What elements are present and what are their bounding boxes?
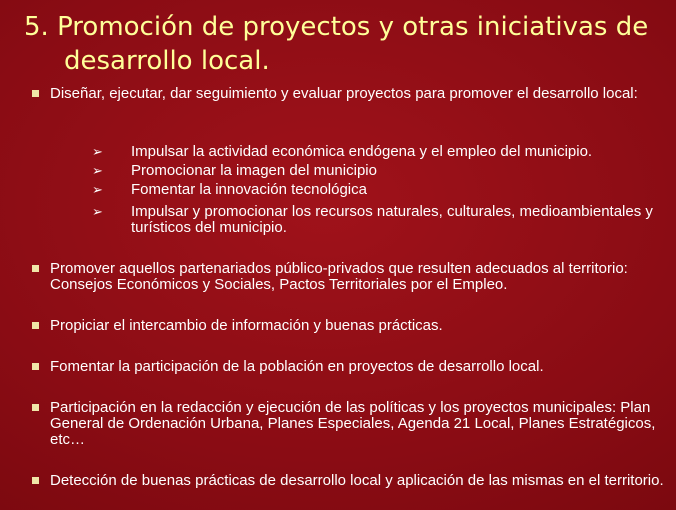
- sub-item-text: Promocionar la imagen del municipio: [131, 162, 377, 179]
- bullet-item: [34, 261, 666, 293]
- bullet-text: Fomentar la participación de la población en proyectos de desarrollo local.: [50, 358, 544, 375]
- square-bullet-icon: [32, 363, 39, 370]
- square-bullet-icon: [32, 90, 39, 97]
- sub-item-text: Fomentar la innovación tecnológica: [131, 181, 367, 198]
- square-bullet-icon: [32, 322, 39, 329]
- square-bullet-icon: [32, 404, 39, 411]
- slide-title-line-1: 5. Promoción de proyectos y otras iniciativas de: [24, 12, 649, 42]
- sub-item: [92, 182, 662, 198]
- arrowhead-bullet-icon: ➢: [92, 163, 103, 178]
- bullet-item: [34, 400, 666, 448]
- slide-title-line-2: desarrollo local.: [64, 46, 270, 76]
- bullet-item: [34, 473, 666, 489]
- arrowhead-bullet-icon: ➢: [92, 204, 103, 219]
- sub-item-text: Impulsar y promocionar los recursos naturales, culturales, medioambientales y turísticos del municipio.: [131, 203, 653, 236]
- bullet-text: Detección de buenas prácticas de desarrollo local y aplicación de las mismas en el territorio.: [50, 472, 664, 489]
- bullet-item: [34, 86, 666, 102]
- sub-item: [92, 144, 662, 160]
- square-bullet-icon: [32, 265, 39, 272]
- sub-item: [92, 163, 662, 179]
- sub-item: [92, 204, 662, 236]
- bullet-text: Diseñar, ejecutar, dar seguimiento y evaluar proyectos para promover el desarrollo local:: [50, 85, 638, 102]
- slide-title: [24, 10, 664, 78]
- bullet-item: [34, 318, 666, 334]
- bullet-text: Propiciar el intercambio de información y buenas prácticas.: [50, 317, 443, 334]
- sub-item-text: Impulsar la actividad económica endógena y el empleo del municipio.: [131, 143, 593, 160]
- bullet-text: Participación en la redacción y ejecución de las políticas y los proyectos municipales: Plan General de Ordenación Urbana, Planes Especiales, Agenda 21 Local, Planes Estratégicos, etc…: [50, 399, 656, 448]
- square-bullet-icon: [32, 477, 39, 484]
- arrowhead-bullet-icon: ➢: [92, 182, 103, 197]
- bullet-text: Promover aquellos partenariados público-privados que resulten adecuados al territorio: Consejos Económicos y Sociales, Pactos Territoriales por el Empleo.: [50, 260, 628, 293]
- bullet-item: [34, 359, 666, 375]
- arrowhead-bullet-icon: ➢: [92, 144, 103, 159]
